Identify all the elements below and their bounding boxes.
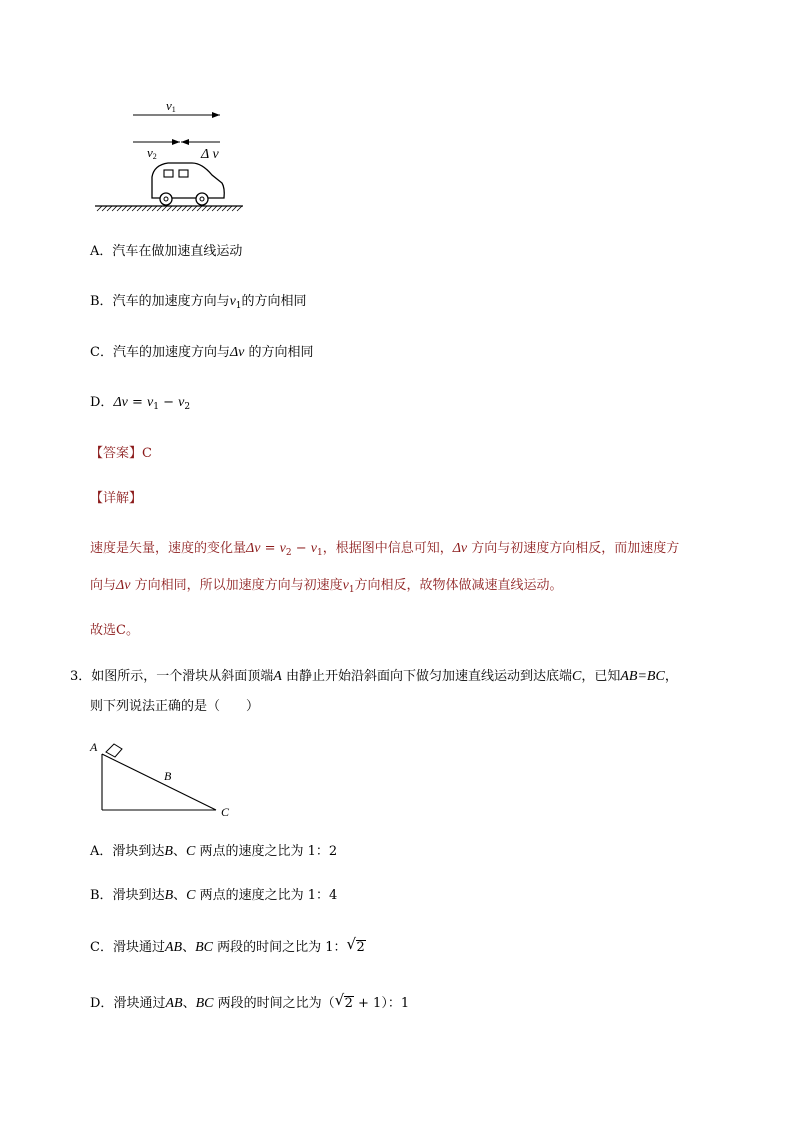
sqrt-symbol: √ 2	[346, 935, 365, 955]
car-velocity-figure	[90, 95, 250, 220]
slider-block	[106, 744, 122, 757]
q2-option-b[interactable]: B．汽车的加速度方向与$v_1$的方向相同	[90, 294, 307, 311]
incline-figure	[88, 736, 238, 821]
q3-option-b[interactable]: B．滑块到达B、C 两点的速度之比为 1：4	[90, 888, 338, 903]
v2-label: v2	[147, 145, 157, 161]
ground-hatching	[97, 206, 242, 211]
car-body	[152, 163, 224, 198]
q3-stem-line2: 则下列说法正确的是（ ）	[90, 699, 260, 714]
sqrt-symbol: √ 2	[334, 991, 353, 1011]
q2-detail-line1: 速度是矢量，速度的变化量$\Delta v = v_2 - v_1$，根据图中信息可知，Δv 方向与初速度方向相反，而加速度方	[90, 541, 680, 558]
q3-stem-line1: 3．如图所示，一个滑块从斜面顶端A 由静止开始沿斜面向下做匀加速直线运动到达底端C，已知AB=BC，	[70, 669, 678, 684]
q2-option-d[interactable]: D．$\Delta v = v_1 - v_2$	[90, 395, 191, 412]
q2-option-a[interactable]: A．汽车在做加速直线运动	[90, 244, 243, 259]
q2-option-c[interactable]: C．汽车的加速度方向与Δv 的方向相同	[90, 345, 314, 360]
car-wheel-front	[196, 193, 208, 205]
car-window-front	[164, 170, 173, 177]
q3-option-d[interactable]: D．滑块通过AB、BC 两段的时间之比为（ √ 2 + 1）：1	[90, 991, 410, 1011]
incline-slope	[102, 754, 216, 810]
car-wheel-rear	[160, 193, 172, 205]
q2-answer: 【答案】C	[90, 446, 152, 461]
q2-detail-line3: 故选C。	[90, 623, 139, 638]
q2-detail-line2: 向与Δv 方向相同，所以加速度方向与初速度$v_1$方向相反，故物体做减速直线运动。	[90, 578, 563, 595]
delta-v-label: Δ v	[201, 147, 219, 162]
point-b-label: B	[164, 769, 172, 783]
q2-detail-label: 【详解】	[90, 491, 143, 506]
point-c-label: C	[221, 805, 230, 819]
point-a-label: A	[90, 740, 98, 754]
car-window-rear	[179, 170, 188, 177]
v1-label: v1	[166, 98, 176, 114]
q3-option-c[interactable]: C．滑块通过AB、BC 两段的时间之比为 1： √ 2	[90, 935, 365, 955]
q3-option-a[interactable]: A．滑块到达B、C 两点的速度之比为 1：2	[90, 844, 338, 859]
